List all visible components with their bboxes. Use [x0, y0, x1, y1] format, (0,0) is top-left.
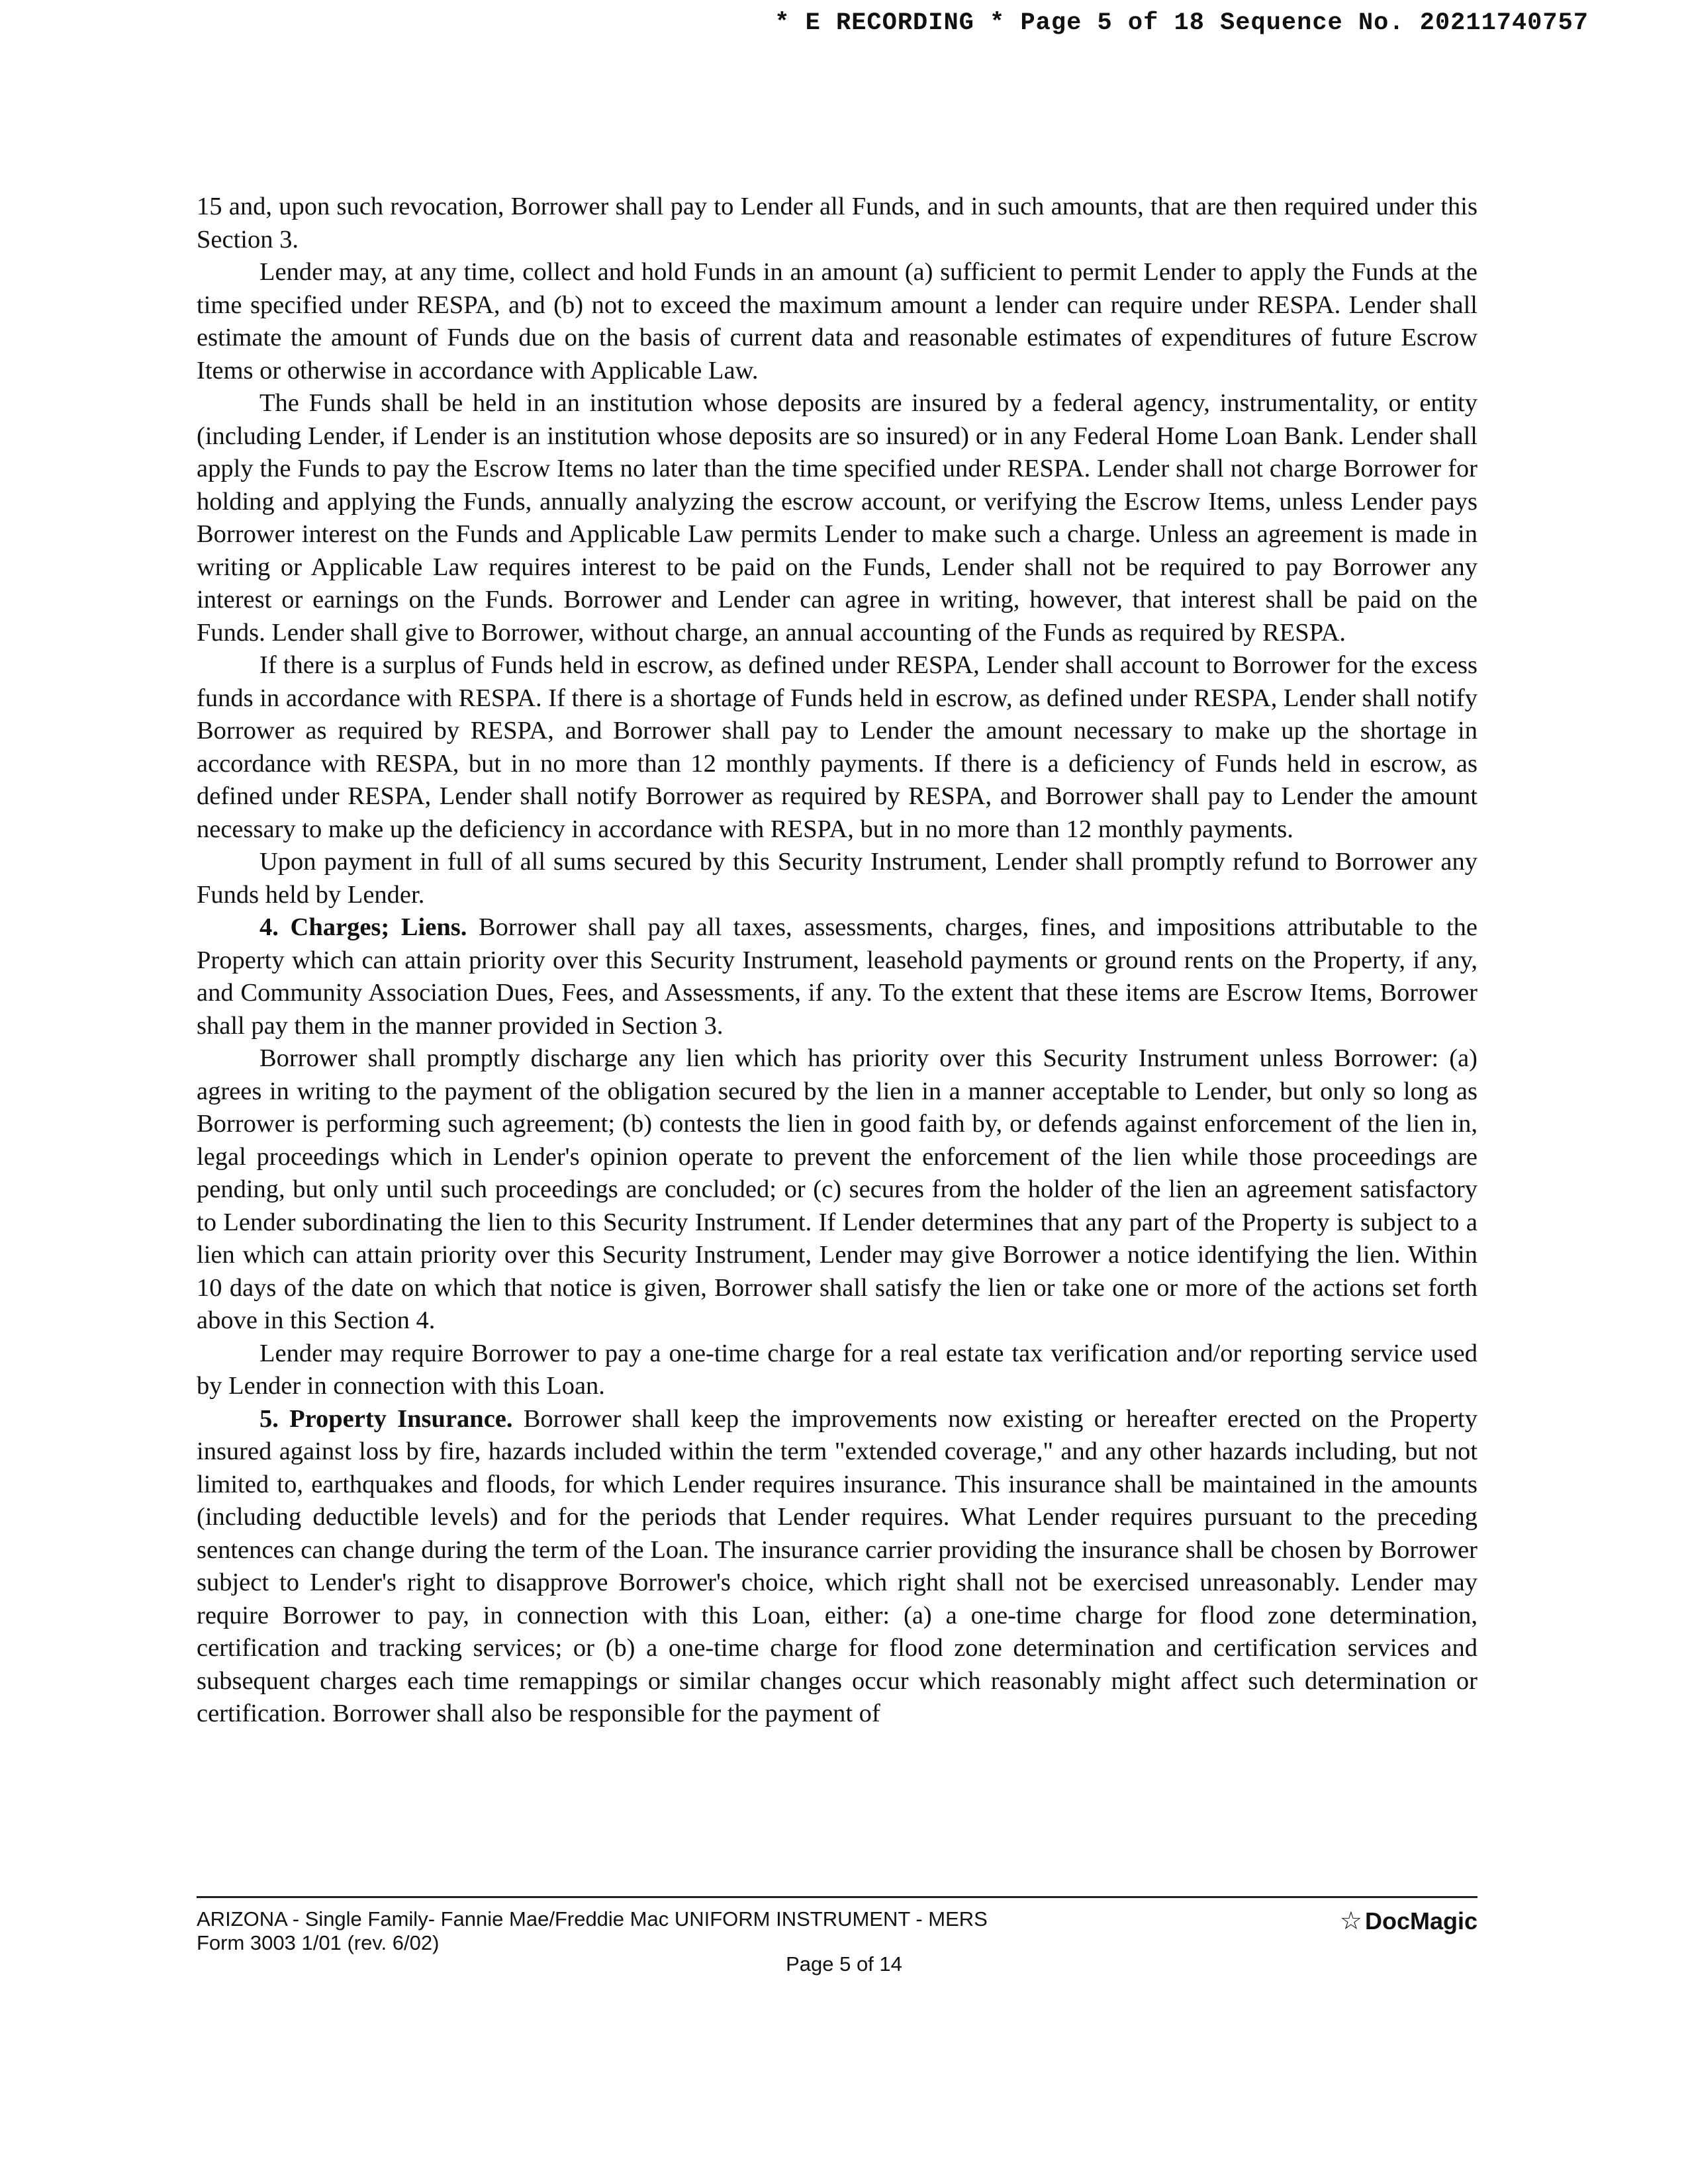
footer-page-number: Page 5 of 14	[786, 1952, 902, 1976]
paragraph-funds-collection: Lender may, at any time, collect and hold Funds in an amount (a) sufficient to permit Lender to apply the Funds at the time specified under RESPA, and (b) not to exceed the maximum amount a lender can require under RESPA. Lender shall estimate the amount of Funds due on the basis of current data and reasonable estimates of expenditures of future Escrow Items or otherwise in accordance with Applicable Law.	[197, 258, 1477, 385]
paragraph-surplus-shortage: If there is a surplus of Funds held in escrow, as defined under RESPA, Lender shall account to Borrower for the excess funds in accordance with RESPA. If there is a shortage of Funds held in escrow, as defined under RESPA, Lender shall notify Borrower as required by RESPA, and Borrower shall pay to Lender the amount necessary to make up the shortage in accordance with RESPA, but in no more than 12 monthly payments. If there is a deficiency of Funds held in escrow, as defined under RESPA, Lender shall notify Borrower as required by RESPA, and Borrower shall pay to Lender the amount necessary to make up the deficiency in accordance with RESPA, but in no more than 12 monthly payments.	[197, 651, 1477, 843]
document-body	[197, 191, 1477, 1731]
footer-divider	[197, 1896, 1477, 1898]
recording-header: * E RECORDING * Page 5 of 18 Sequence No. 20211740757	[774, 9, 1589, 37]
star-outline-icon: ☆	[1339, 1907, 1362, 1935]
paragraph-funds-held: The Funds shall be held in an institution whose deposits are insured by a federal agency, instrumentality, or entity (including Lender, if Lender is an institution whose deposits are so insured) or in any Federal Home Loan Bank. Lender shall apply the Funds to pay the Escrow Items no later than the time specified under RESPA. Lender shall not charge Borrower for holding and applying the Funds, annually analyzing the escrow account, or verifying the Escrow Items, unless Lender pays Borrower interest on the Funds and Applicable Law permits Lender to make such a charge. Unless an agreement is made in writing or Applicable Law requires interest to be paid on the Funds, Lender shall not be required to pay Borrower any interest or earnings on the Funds. Borrower and Lender can agree in writing, however, that interest shall be paid on the Funds. Lender shall give to Borrower, without charge, an annual accounting of the Funds as required by RESPA.	[197, 389, 1477, 647]
footer-form-title: ARIZONA - Single Family- Fannie Mae/Freddie Mac UNIFORM INSTRUMENT - MERS	[197, 1907, 988, 1931]
paragraph-continuation: 15 and, upon such revocation, Borrower shall pay to Lender all Funds, and in such amounts, that are then required under this Section 3.	[197, 193, 1477, 253]
section-4-text: Borrower shall pay all taxes, assessments, charges, fines, and impositions attributable to the Property which can attain priority over this Security Instrument, leasehold payments or ground rents on the Property, if any, and Community Association Dues, Fees, and Assessments, if any. To the extent that these items are Escrow Items, Borrower shall pay them in the manner provided in Section 3.	[197, 913, 1477, 1040]
footer-form-info	[197, 1907, 988, 1955]
section-4-charges-liens	[197, 911, 1477, 1042]
section-5-heading: 5. Property Insurance.	[259, 1404, 513, 1433]
section-5-text: Borrower shall keep the improvements now existing or hereafter erected on the Property insured against loss by fire, hazards included within the term "extended coverage," and any other hazards including, but not limited to, earthquakes and floods, for which Lender requires insurance. This insurance shall be maintained in the amounts (including deductible levels) and for the periods that Lender requires. What Lender requires pursuant to the preceding sentences can change during the term of the Loan. The insurance carrier providing the insurance shall be chosen by Borrower subject to Lender's right to disapprove Borrower's choice, which right shall not be exercised unreasonably. Lender may require Borrower to pay, in connection with this Loan, either: (a) a one-time charge for flood zone determination, certification and tracking services; or (b) a one-time charge for flood zone determination and certification services and subsequent charges each time remappings or similar changes occur which reasonably might affect such determination or certification. Borrower shall also be responsible for the payment of	[197, 1404, 1477, 1727]
paragraph-refund: Upon payment in full of all sums secured by this Security Instrument, Lender shall promptly refund to Borrower any Funds held by Lender.	[197, 848, 1477, 909]
section-4-heading: 4. Charges; Liens.	[259, 913, 467, 941]
paragraph-tax-verification: Lender may require Borrower to pay a one-time charge for a real estate tax verification and/or reporting service used by Lender in connection with this Loan.	[197, 1339, 1477, 1400]
paragraph-lien-discharge: Borrower shall promptly discharge any lien which has priority over this Security Instrument unless Borrower: (a) agrees in writing to the payment of the obligation secured by the lien in a manner acceptable to Lender, but only so long as Borrower is performing such agreement; (b) contests the lien in good faith by, or defends against enforcement of the lien in, legal proceedings which in Lender's opinion operate to prevent the enforcement of the lien while those proceedings are pending, but only until such proceedings are concluded; or (c) secures from the holder of the lien an agreement satisfactory to Lender subordinating the lien to this Security Instrument. If Lender determines that any part of the Property is subject to a lien which can attain priority over this Security Instrument, Lender may give Borrower a notice identifying the lien. Within 10 days of the date on which that notice is given, Borrower shall satisfy the lien or take one or more of the actions set forth above in this Section 4.	[197, 1044, 1477, 1334]
docmagic-brand-text: DocMagic	[1364, 1907, 1477, 1934]
section-5-property-insurance	[197, 1403, 1477, 1731]
docmagic-logo	[1340, 1906, 1477, 1936]
footer-form-number: Form 3003 1/01 (rev. 6/02)	[197, 1931, 440, 1954]
